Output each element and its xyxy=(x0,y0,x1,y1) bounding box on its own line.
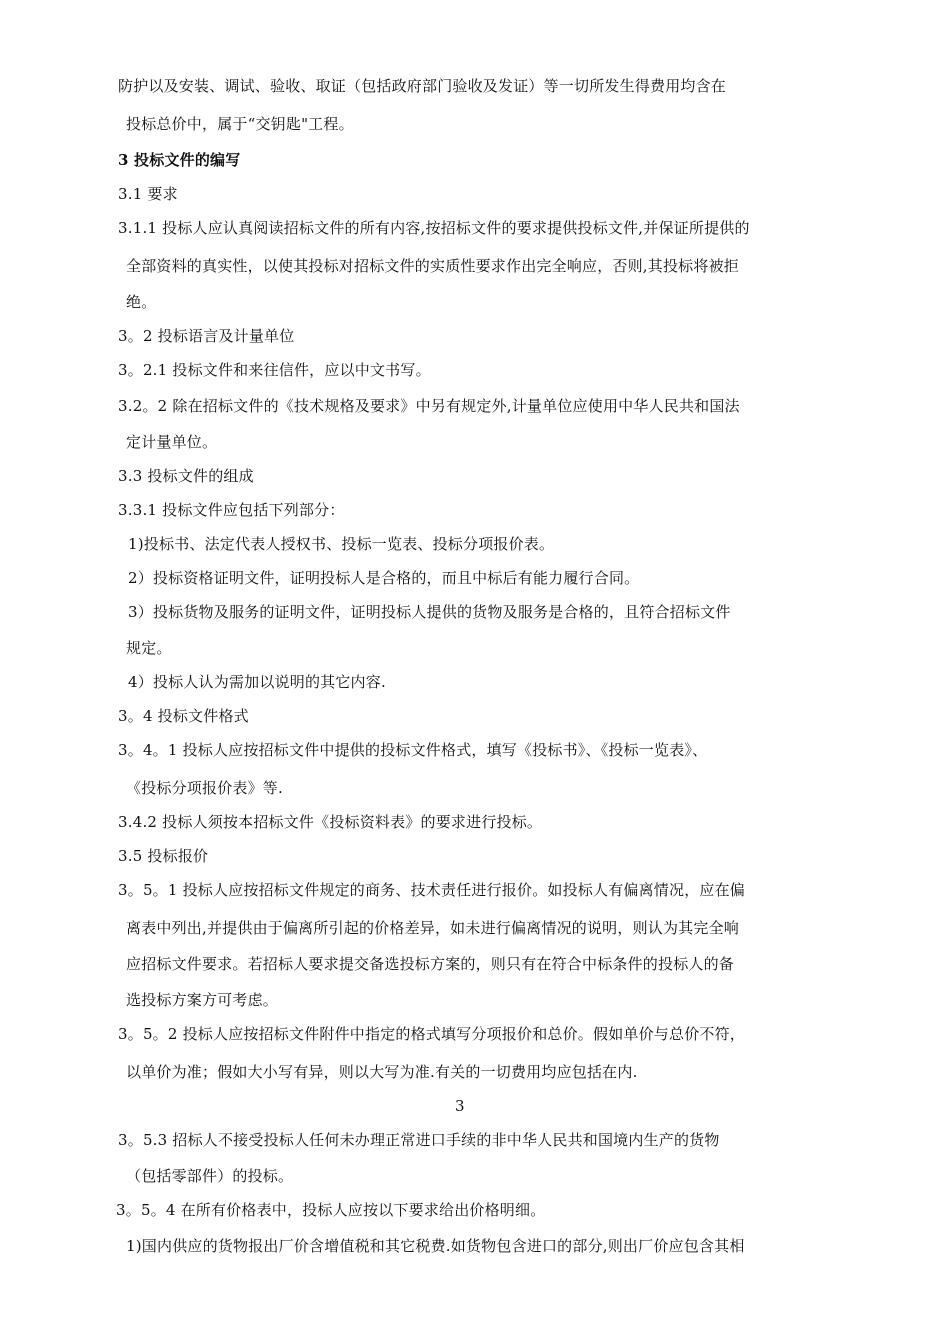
text-line: 以单价为准；假如大小写有异，则以大写为准.有关的一切费用均应包括在内. xyxy=(126,1063,638,1081)
text-line: 3。5。1 投标人应按招标文件规定的商务、技术责任进行报价。如投标人有偏离情况，应在偏 xyxy=(118,881,746,899)
text-line: （包括零部件）的投标。 xyxy=(126,1167,294,1185)
section-heading: 3 投标文件的编写 xyxy=(118,151,241,169)
list-item: 2）投标资格证明文件，证明投标人是合格的，而且中标后有能力履行合同。 xyxy=(128,569,640,587)
text-line: 投标总价中，属于“交钥匙"工程。 xyxy=(126,115,354,133)
text-line: 全部资料的真实性，以使其投标对招标文件的实质性要求作出完全响应，否则,其投标将被拒 xyxy=(126,257,739,275)
text-line: 应招标文件要求。若招标人要求提交备选投标方案的，则只有在符合中标条件的投标人的备 xyxy=(126,955,735,973)
subsection-heading: 3。4 投标文件格式 xyxy=(118,707,249,725)
list-item: 规定。 xyxy=(126,639,172,657)
subsection-heading: 3.1 要求 xyxy=(118,185,178,203)
list-item: 1)投标书、法定代表人授权书、投标一览表、投标分项报价表。 xyxy=(128,535,555,553)
text-line: 3。5。2 投标人应按招标文件附件中指定的格式填写分项报价和总价。假如单价与总价不符， xyxy=(118,1025,746,1043)
text-line: 3.4.2 投标人须按本招标文件《投标资料表》的要求进行投标。 xyxy=(118,813,543,831)
text-line: 离表中列出,并提供由于偏离所引起的价格差异，如未进行偏离情况的说明，则认为其完全响 xyxy=(126,919,739,937)
page-number: 3 xyxy=(455,1097,465,1115)
list-item: 4）投标人认为需加以说明的其它内容. xyxy=(128,673,386,691)
list-item: 3）投标货物及服务的证明文件，证明投标人提供的货物及服务是合格的，且符合招标文件 xyxy=(128,603,731,621)
list-item: 1)国内供应的货物报出厂价含增值税和其它税费.如货物包含进口的部分,则出厂价应包含其相 xyxy=(126,1237,745,1255)
text-line: 防护以及安装、调试、验收、取证（包括政府部门验收及发证）等一切所发生得费用均含在 xyxy=(118,77,727,95)
text-line: 3.2。2 除在招标文件的《技术规格及要求》中另有规定外,计量单位应使用中华人民共和国法 xyxy=(118,397,740,415)
text-line: 3。2.1 投标文件和来往信件，应以中文书写。 xyxy=(118,361,431,379)
text-line: 3.1.1 投标人应认真阅读招标文件的所有内容,按招标文件的要求提供投标文件,并保证所提供的 xyxy=(118,219,750,237)
text-line: 《投标分项报价表》等. xyxy=(126,779,283,797)
subsection-heading: 3。2 投标语言及计量单位 xyxy=(118,327,295,345)
text-line: 3。5.3 招标人不接受投标人任何未办理正常进口手续的非中华人民共和国境内生产的货物 xyxy=(118,1131,720,1149)
text-line: 定计量单位。 xyxy=(126,433,218,451)
text-line: 3。4。1 投标人应按招标文件中提供的投标文件格式，填写《投标书》、《投标一览表》、 xyxy=(118,741,708,759)
subsection-heading: 3.3 投标文件的组成 xyxy=(118,467,254,485)
text-line: 3.3.1 投标文件应包括下列部分： xyxy=(118,501,345,519)
text-line: 绝。 xyxy=(126,293,157,311)
text-line: 3。5。4 在所有价格表中，投标人应按以下要求给出价格明细。 xyxy=(116,1201,546,1219)
subsection-heading: 3.5 投标报价 xyxy=(118,847,209,865)
text-line: 选投标方案方可考虑。 xyxy=(126,991,279,1009)
